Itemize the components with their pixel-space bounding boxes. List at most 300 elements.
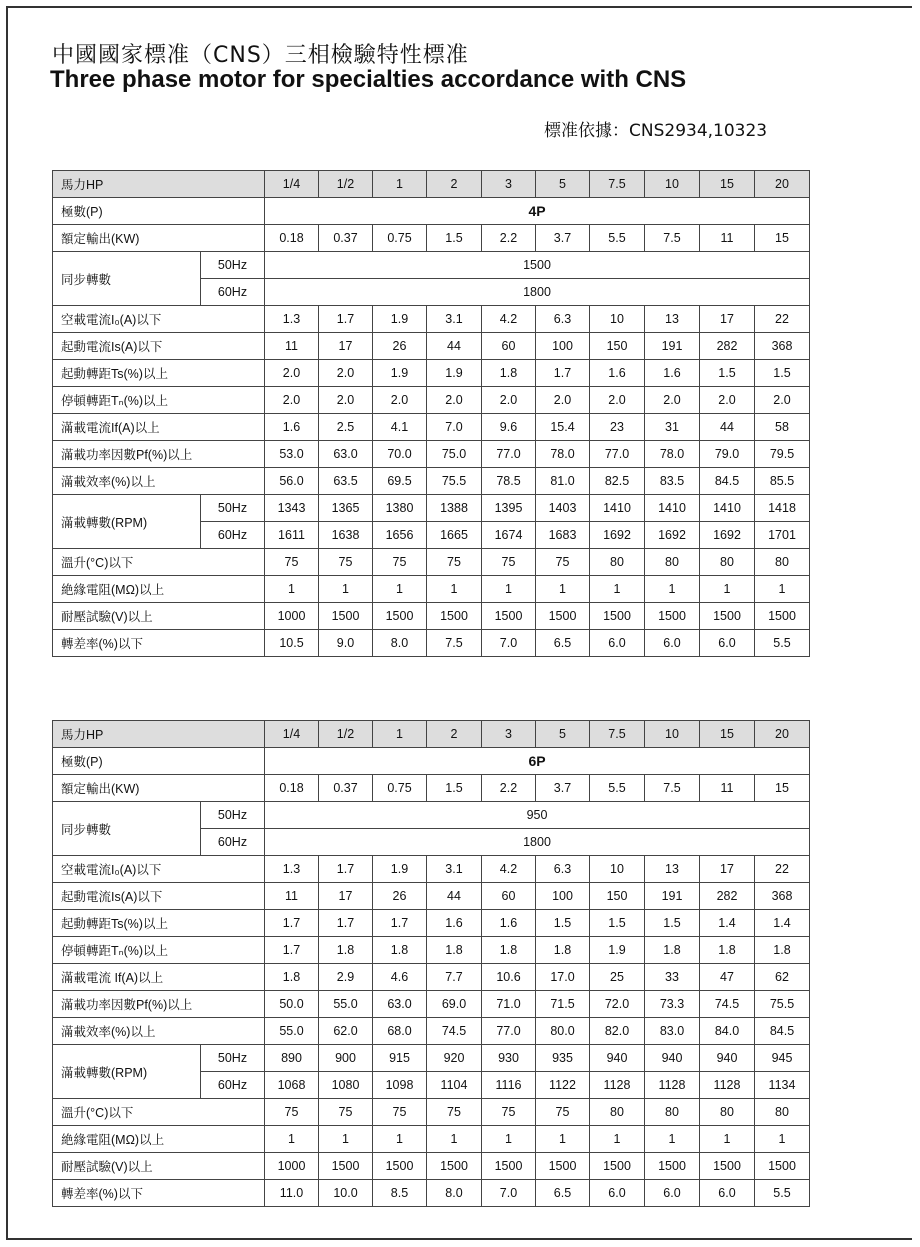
starting-current-row [53, 883, 810, 910]
value-cell: 74.5 [700, 991, 755, 1018]
value-cell: 1.8 [265, 964, 319, 991]
value-cell: 70.0 [373, 441, 427, 468]
slip-row [53, 1180, 810, 1207]
value-cell: 1.8 [536, 937, 590, 964]
value-cell: 1080 [319, 1072, 373, 1099]
value-cell: 10.6 [482, 964, 536, 991]
value-cell: 1.8 [427, 937, 482, 964]
value-cell: 191 [645, 883, 700, 910]
value-cell: 79.5 [755, 441, 810, 468]
value-cell: 945 [755, 1045, 810, 1072]
value-cell: 1.9 [373, 306, 427, 333]
value-cell: 84.5 [755, 1018, 810, 1045]
value-cell: 75 [265, 1099, 319, 1126]
value-cell: 60 [482, 333, 536, 360]
value-cell: 1.9 [373, 856, 427, 883]
value-cell: 368 [755, 333, 810, 360]
value-cell: 50.0 [265, 991, 319, 1018]
value-cell: 6.5 [536, 630, 590, 657]
frequency-label: 60Hz [201, 522, 265, 549]
full-load-current-row [53, 964, 810, 991]
value-cell: 1.5 [427, 775, 482, 802]
row-label: 起動轉距Ts(%)以上 [53, 910, 265, 937]
value-cell: 1098 [373, 1072, 427, 1099]
value-cell: 11.0 [265, 1180, 319, 1207]
value-cell: 1665 [427, 522, 482, 549]
value-cell: 1.5 [700, 360, 755, 387]
value-cell: 1 [645, 1126, 700, 1153]
value-cell: 69.5 [373, 468, 427, 495]
value-cell: 2.0 [319, 360, 373, 387]
value-cell: 1.9 [373, 360, 427, 387]
value-cell: 1.5 [645, 910, 700, 937]
insulation-row [53, 576, 810, 603]
full-load-speed-50-row [53, 1045, 810, 1072]
value-cell: 83.0 [645, 1018, 700, 1045]
value-cell: 84.0 [700, 1018, 755, 1045]
value-cell: 1.3 [265, 856, 319, 883]
no-load-current-row [53, 306, 810, 333]
poles-row [53, 198, 810, 225]
hp-cell: 1/2 [319, 171, 373, 198]
frequency-label: 60Hz [201, 829, 265, 856]
hp-cell: 5 [536, 721, 590, 748]
value-cell: 84.5 [700, 468, 755, 495]
value-cell: 1500 [645, 1153, 700, 1180]
value-cell: 77.0 [482, 1018, 536, 1045]
value-cell: 7.0 [482, 630, 536, 657]
value-cell: 1.6 [645, 360, 700, 387]
value-cell: 22 [755, 306, 810, 333]
sync-speed-50-row [53, 252, 810, 279]
value-cell: 1 [319, 576, 373, 603]
value-cell: 82.0 [590, 1018, 645, 1045]
value-cell: 2.0 [700, 387, 755, 414]
value-cell: 2.0 [427, 387, 482, 414]
row-label: 滿載轉數(RPM) [53, 495, 201, 549]
value-cell: 7.0 [427, 414, 482, 441]
value-cell: 77.0 [590, 441, 645, 468]
value-cell: 1.7 [319, 306, 373, 333]
value-cell: 0.75 [373, 775, 427, 802]
full-load-current-row [53, 414, 810, 441]
row-label: 額定輸出(KW) [53, 775, 265, 802]
hp-cell: 10 [645, 171, 700, 198]
hp-cell: 20 [755, 721, 810, 748]
value-cell: 7.0 [482, 1180, 536, 1207]
value-cell: 0.37 [319, 225, 373, 252]
value-cell: 8.5 [373, 1180, 427, 1207]
value-cell: 920 [427, 1045, 482, 1072]
row-label: 滿載功率因數Pf(%)以上 [53, 991, 265, 1018]
value-cell: 7.7 [427, 964, 482, 991]
value-cell: 80 [755, 1099, 810, 1126]
value-cell: 15 [755, 225, 810, 252]
value-cell: 900 [319, 1045, 373, 1072]
value-cell: 6.0 [590, 630, 645, 657]
value-cell: 1500 [427, 1153, 482, 1180]
value-cell: 31 [645, 414, 700, 441]
value-cell: 7.5 [645, 225, 700, 252]
value-cell: 890 [265, 1045, 319, 1072]
value-cell: 10.5 [265, 630, 319, 657]
value-cell: 1 [536, 576, 590, 603]
value-cell: 26 [373, 883, 427, 910]
value-cell: 80 [755, 549, 810, 576]
value-cell: 1.7 [373, 910, 427, 937]
value-cell: 58 [755, 414, 810, 441]
value-cell: 53.0 [265, 441, 319, 468]
title-english: Three phase motor for specialties accordance with CNS [50, 66, 687, 93]
value-cell: 1 [700, 1126, 755, 1153]
hp-cell: 3 [482, 171, 536, 198]
value-cell: 13 [645, 856, 700, 883]
value-cell: 33 [645, 964, 700, 991]
value-cell: 6.0 [645, 630, 700, 657]
value-cell: 63.0 [319, 441, 373, 468]
value-cell: 1000 [265, 1153, 319, 1180]
value-cell: 1.7 [265, 910, 319, 937]
value-cell: 1000 [265, 603, 319, 630]
value-cell: 1 [482, 576, 536, 603]
value-cell: 1122 [536, 1072, 590, 1099]
value-cell: 1656 [373, 522, 427, 549]
value-cell: 2.0 [319, 387, 373, 414]
value-cell: 1.5 [590, 910, 645, 937]
value-cell: 25 [590, 964, 645, 991]
value-cell: 6.3 [536, 856, 590, 883]
row-label: 起動電流Is(A)以下 [53, 883, 265, 910]
value-cell: 5.5 [590, 775, 645, 802]
slip-row [53, 630, 810, 657]
row-label: 轉差率(%)以下 [53, 1180, 265, 1207]
value-cell: 1134 [755, 1072, 810, 1099]
value-cell: 1692 [645, 522, 700, 549]
value-cell: 11 [700, 225, 755, 252]
stall-torque-row [53, 387, 810, 414]
value-cell: 80 [645, 549, 700, 576]
value-cell: 75 [482, 1099, 536, 1126]
value-cell: 75.5 [755, 991, 810, 1018]
value-cell: 1343 [265, 495, 319, 522]
rated_output-row [53, 775, 810, 802]
value-cell: 83.5 [645, 468, 700, 495]
value-cell: 9.6 [482, 414, 536, 441]
value-cell: 2.0 [755, 387, 810, 414]
value-cell: 3.1 [427, 856, 482, 883]
value-cell: 11 [265, 333, 319, 360]
value-cell: 368 [755, 883, 810, 910]
value-cell: 2.9 [319, 964, 373, 991]
value-cell: 4.6 [373, 964, 427, 991]
value-cell: 75 [373, 549, 427, 576]
value-cell: 1116 [482, 1072, 536, 1099]
horsepower-row [53, 171, 810, 198]
row-label: 絶緣電阻(MΩ)以上 [53, 1126, 265, 1153]
value-cell: 77.0 [482, 441, 536, 468]
value-cell: 1.7 [319, 910, 373, 937]
value-cell: 6.5 [536, 1180, 590, 1207]
value-cell: 150 [590, 883, 645, 910]
value-cell: 5.5 [755, 1180, 810, 1207]
value-cell: 150 [590, 333, 645, 360]
value-cell: 0.75 [373, 225, 427, 252]
value-cell: 1.8 [319, 937, 373, 964]
poles-value: 4P [265, 198, 810, 225]
value-cell: 1 [590, 576, 645, 603]
no-load-current-row [53, 856, 810, 883]
hp-cell: 1/4 [265, 721, 319, 748]
hp-cell: 2 [427, 721, 482, 748]
value-cell: 1683 [536, 522, 590, 549]
value-cell: 2.5 [319, 414, 373, 441]
row-label: 同步轉數 [53, 252, 201, 306]
value-cell: 80 [590, 549, 645, 576]
value-cell: 1701 [755, 522, 810, 549]
value-cell: 1638 [319, 522, 373, 549]
row-label: 滿載效率(%)以上 [53, 468, 265, 495]
value-cell: 1500 [590, 603, 645, 630]
value-cell: 75 [482, 549, 536, 576]
value-cell: 1.7 [265, 937, 319, 964]
value-cell: 1.4 [700, 910, 755, 937]
value-cell: 1500 [536, 603, 590, 630]
value-cell: 1500 [755, 603, 810, 630]
row-label: 額定輸出(KW) [53, 225, 265, 252]
value-cell: 1500 [319, 1153, 373, 1180]
value-cell: 7.5 [645, 775, 700, 802]
row-label: 空載電流I₀(A)以下 [53, 306, 265, 333]
efficiency-row [53, 1018, 810, 1045]
hp-cell: 15 [700, 171, 755, 198]
value-cell: 1 [755, 1126, 810, 1153]
value-cell: 6.0 [700, 630, 755, 657]
value-cell: 7.5 [427, 630, 482, 657]
value-cell: 1.9 [590, 937, 645, 964]
value-cell: 0.18 [265, 775, 319, 802]
value-cell: 1388 [427, 495, 482, 522]
value-cell: 2.0 [265, 387, 319, 414]
value-cell: 191 [645, 333, 700, 360]
frequency-label: 60Hz [201, 1072, 265, 1099]
withstand-voltage-row [53, 1153, 810, 1180]
value-cell: 940 [645, 1045, 700, 1072]
value-cell: 80 [645, 1099, 700, 1126]
withstand-voltage-row [53, 603, 810, 630]
rated_output-row [53, 225, 810, 252]
value-cell: 282 [700, 883, 755, 910]
value-cell: 63.5 [319, 468, 373, 495]
hp-cell: 1/4 [265, 171, 319, 198]
value-cell: 1500 [645, 603, 700, 630]
value-cell: 2.0 [645, 387, 700, 414]
poles-row [53, 748, 810, 775]
temp-rise-row [53, 549, 810, 576]
value-cell: 60 [482, 883, 536, 910]
value-cell: 80 [700, 549, 755, 576]
row-label: 空載電流I₀(A)以下 [53, 856, 265, 883]
sync-speed-50-row [53, 802, 810, 829]
value-cell: 6.0 [590, 1180, 645, 1207]
frequency-label: 50Hz [201, 1045, 265, 1072]
power-factor-row [53, 441, 810, 468]
frequency-label: 50Hz [201, 252, 265, 279]
value-cell: 10.0 [319, 1180, 373, 1207]
value-cell: 1410 [590, 495, 645, 522]
row-label: 耐壓試驗(V)以上 [53, 1153, 265, 1180]
value-cell: 1 [590, 1126, 645, 1153]
value-cell: 1.5 [536, 910, 590, 937]
value-cell: 1.6 [590, 360, 645, 387]
value-cell: 1500 [482, 603, 536, 630]
value-cell: 1 [265, 576, 319, 603]
value-cell: 11 [265, 883, 319, 910]
value-cell: 1.4 [755, 910, 810, 937]
starting-torque-row [53, 910, 810, 937]
value-cell: 282 [700, 333, 755, 360]
value-cell: 1500 [373, 1153, 427, 1180]
hp-cell: 1/2 [319, 721, 373, 748]
row-label: 滿載轉數(RPM) [53, 1045, 201, 1099]
value-cell: 1500 [427, 603, 482, 630]
value-cell: 55.0 [319, 991, 373, 1018]
value-cell: 1500 [755, 1153, 810, 1180]
value-cell: 1500 [700, 603, 755, 630]
row-label: 溫升(°C)以下 [53, 1099, 265, 1126]
value-cell: 1395 [482, 495, 536, 522]
value-cell: 8.0 [373, 630, 427, 657]
value-cell: 71.5 [536, 991, 590, 1018]
value-cell: 3.1 [427, 306, 482, 333]
value-cell: 1 [265, 1126, 319, 1153]
value-cell: 80 [590, 1099, 645, 1126]
value-cell: 1.6 [265, 414, 319, 441]
starting-torque-row [53, 360, 810, 387]
value-cell: 1500 [482, 1153, 536, 1180]
value-cell: 56.0 [265, 468, 319, 495]
value-cell: 13 [645, 306, 700, 333]
title-chinese: 中國國家標准（CNS）三相檢驗特性標准 [52, 43, 469, 68]
row-label: 停頓轉距Tₙ(%)以上 [53, 937, 265, 964]
value-cell: 75 [373, 1099, 427, 1126]
row-label: 極數(P) [53, 198, 265, 225]
value-cell: 75 [427, 549, 482, 576]
hp-cell: 15 [700, 721, 755, 748]
sync-speed-value: 1800 [265, 279, 810, 306]
value-cell: 1500 [700, 1153, 755, 1180]
value-cell: 69.0 [427, 991, 482, 1018]
value-cell: 1380 [373, 495, 427, 522]
value-cell: 1410 [645, 495, 700, 522]
starting-current-row [53, 333, 810, 360]
value-cell: 73.3 [645, 991, 700, 1018]
value-cell: 3.7 [536, 775, 590, 802]
value-cell: 1674 [482, 522, 536, 549]
value-cell: 1 [700, 576, 755, 603]
value-cell: 5.5 [590, 225, 645, 252]
value-cell: 1 [536, 1126, 590, 1153]
value-cell: 1 [755, 576, 810, 603]
value-cell: 22 [755, 856, 810, 883]
value-cell: 1.5 [427, 225, 482, 252]
value-cell: 1.9 [427, 360, 482, 387]
frequency-label: 50Hz [201, 802, 265, 829]
value-cell: 8.0 [427, 1180, 482, 1207]
value-cell: 4.1 [373, 414, 427, 441]
value-cell: 2.0 [265, 360, 319, 387]
hp-cell: 7.5 [590, 721, 645, 748]
value-cell: 11 [700, 775, 755, 802]
value-cell: 1.7 [536, 360, 590, 387]
value-cell: 1500 [590, 1153, 645, 1180]
value-cell: 2.0 [590, 387, 645, 414]
value-cell: 78.0 [645, 441, 700, 468]
value-cell: 1.8 [373, 937, 427, 964]
row-label: 馬力HP [53, 171, 265, 198]
value-cell: 72.0 [590, 991, 645, 1018]
stall-torque-row [53, 937, 810, 964]
value-cell: 1410 [700, 495, 755, 522]
value-cell: 2.0 [536, 387, 590, 414]
value-cell: 930 [482, 1045, 536, 1072]
value-cell: 2.0 [373, 387, 427, 414]
value-cell: 1068 [265, 1072, 319, 1099]
horsepower-row [53, 721, 810, 748]
hp-cell: 10 [645, 721, 700, 748]
row-label: 起動電流Is(A)以下 [53, 333, 265, 360]
value-cell: 1128 [645, 1072, 700, 1099]
value-cell: 75 [536, 1099, 590, 1126]
value-cell: 75 [265, 549, 319, 576]
row-label: 滿載電流 If(A)以上 [53, 964, 265, 991]
value-cell: 71.0 [482, 991, 536, 1018]
value-cell: 1692 [700, 522, 755, 549]
value-cell: 1.8 [482, 937, 536, 964]
hp-cell: 20 [755, 171, 810, 198]
row-label: 停頓轉距Tₙ(%)以上 [53, 387, 265, 414]
spec-table-6p [52, 720, 810, 1207]
value-cell: 1 [645, 576, 700, 603]
value-cell: 940 [700, 1045, 755, 1072]
value-cell: 1 [373, 576, 427, 603]
row-label: 同步轉數 [53, 802, 201, 856]
value-cell: 78.0 [536, 441, 590, 468]
value-cell: 100 [536, 333, 590, 360]
value-cell: 2.2 [482, 775, 536, 802]
value-cell: 1 [427, 1126, 482, 1153]
value-cell: 75 [319, 549, 373, 576]
value-cell: 0.18 [265, 225, 319, 252]
value-cell: 68.0 [373, 1018, 427, 1045]
value-cell: 47 [700, 964, 755, 991]
value-cell: 1 [319, 1126, 373, 1153]
value-cell: 17 [700, 856, 755, 883]
value-cell: 1500 [319, 603, 373, 630]
value-cell: 85.5 [755, 468, 810, 495]
value-cell: 1 [373, 1126, 427, 1153]
value-cell: 1 [482, 1126, 536, 1153]
value-cell: 935 [536, 1045, 590, 1072]
hp-cell: 7.5 [590, 171, 645, 198]
value-cell: 23 [590, 414, 645, 441]
power-factor-row [53, 991, 810, 1018]
value-cell: 1500 [536, 1153, 590, 1180]
full-load-speed-50-row [53, 495, 810, 522]
value-cell: 1128 [590, 1072, 645, 1099]
value-cell: 44 [427, 333, 482, 360]
spec-table-4p [52, 170, 810, 657]
temp-rise-row [53, 1099, 810, 1126]
